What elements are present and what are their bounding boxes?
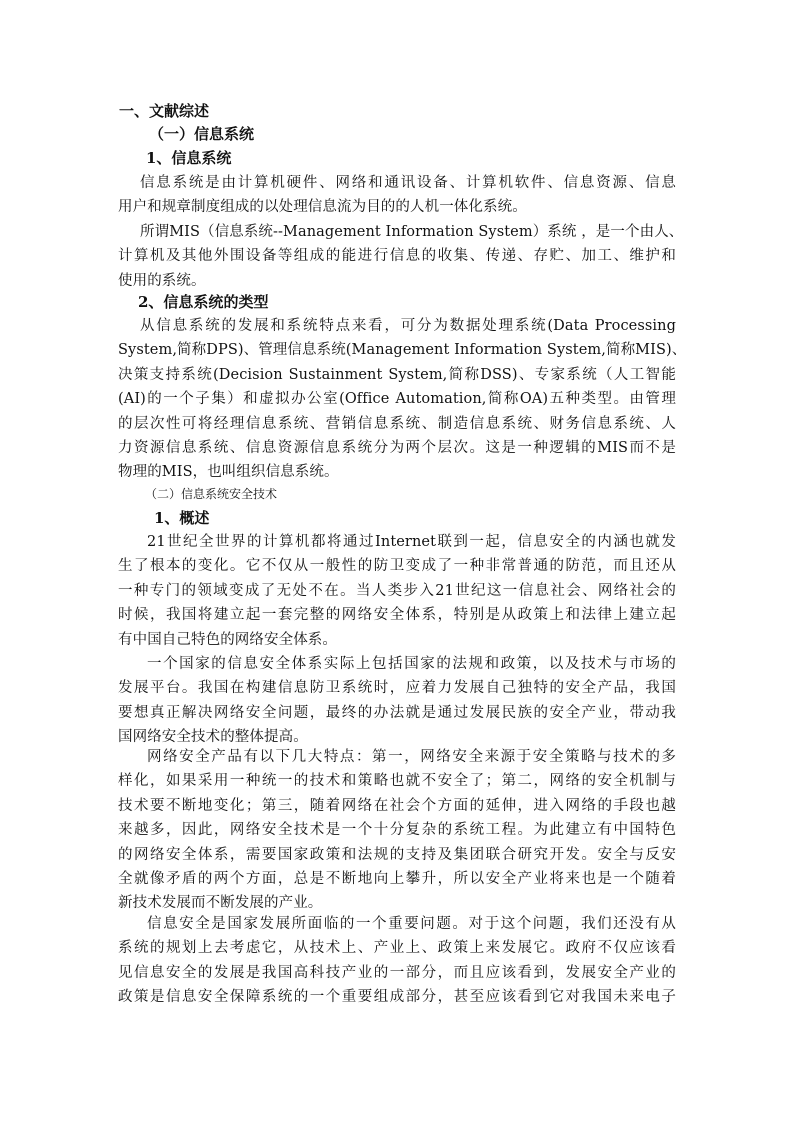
text-line: 生了根本的变化。它不仅从一般性的防卫变成了一种非常普通的防范，而且还从 bbox=[118, 558, 676, 575]
text-line: (AI)的一个子集）和虚拟办公室(Office Automation,简称OA)五种类型。由管理 bbox=[118, 391, 676, 408]
text-line: 全就像矛盾的两个方面，总是不断地向上攀升，所以安全产业将来也是一个随着 bbox=[118, 870, 676, 887]
text-line: 力资源信息系统、信息资源信息系统分为两个层次。这是一种逻辑的MIS而不是 bbox=[118, 439, 676, 456]
text-line: 计算机及其他外围设备等组成的能进行信息的收集、传递、存贮、加工、维护和 bbox=[118, 248, 676, 265]
text-line: 物理的MIS，也叫组织信息系统。 bbox=[118, 464, 339, 481]
text-line: 样化，如果采用一种统一的技术和策略也就不安全了；第二，网络的安全机制与 bbox=[118, 773, 676, 790]
paragraph-mis-definition bbox=[118, 220, 684, 293]
paragraph-info-system-types bbox=[118, 314, 687, 485]
text-line: 来越多，因此，网络安全技术是一个十分复杂的系统工程。为此建立有中国特色 bbox=[118, 822, 676, 839]
text-line: 时候，我国将建立起一套完整的网络安全体系，特别是从政策上和法律上建立起 bbox=[118, 607, 676, 624]
text-line: 有中国自己特色的网络安全体系。 bbox=[118, 631, 337, 648]
paragraph-info-system-definition bbox=[118, 171, 676, 220]
text-line: 政策是信息安全保障系统的一个重要组成部分，甚至应该看到它对我国未来电子 bbox=[118, 989, 676, 1006]
heading-literature-review: 一、文献综述 bbox=[119, 102, 210, 120]
section-heading-security-tech: （二）信息系统安全技术 bbox=[145, 487, 278, 501]
text-line: 一个国家的信息安全体系实际上包括国家的法规和政策，以及技术与市场的 bbox=[147, 656, 676, 672]
text-line: 的网络安全体系，需要国家政策和法规的支持及集团联合研究开发。安全与反安 bbox=[118, 846, 676, 863]
text-line: System,简称DPS)、管理信息系统(Management Information System,简称MIS)、 bbox=[118, 342, 687, 359]
text-line: 决策支持系统(Decision Sustainment System,简称DSS)、专家系统（人工智能 bbox=[118, 366, 676, 383]
text-line: 使用的系统。 bbox=[118, 272, 206, 289]
paragraph-national-security-system bbox=[118, 652, 676, 750]
text-line: 用户和规章制度组成的以处理信息流为目的的人机一体化系统。 bbox=[118, 199, 527, 216]
text-line: 一种专门的领域变成了无处不在。当人类步入21世纪这一信息社会、网络社会的 bbox=[118, 582, 676, 599]
paragraph-security-product-features bbox=[118, 745, 676, 916]
text-line: 国网络安全技术的整体提高。 bbox=[118, 729, 308, 746]
text-line: 信息系统是由计算机硬件、网络和通讯设备、计算机软件、信息资源、信息 bbox=[140, 175, 676, 191]
section-heading-info-systems: （一）信息系统 bbox=[149, 125, 255, 143]
text-line: 新技术发展而不断发展的产业。 bbox=[118, 895, 323, 912]
text-line: 网络安全产品有以下几大特点：第一，网络安全来源于安全策略与技术的多 bbox=[147, 749, 676, 765]
text-line: 信息安全是国家发展所面临的一个重要问题。对于这个问题，我们还没有从 bbox=[147, 916, 676, 932]
paragraph-21st-century bbox=[118, 530, 676, 652]
text-line: 发展平台。我国在构建信息防卫系统时，应着力发展自己独特的安全产品，我国 bbox=[118, 680, 676, 697]
subheading-info-system-types: 2、信息系统的类型 bbox=[138, 293, 269, 311]
text-line: 21世纪全世界的计算机都将通过Internet联到一起，信息安全的内涵也就发 bbox=[147, 534, 676, 550]
text-line: 的层次性可将经理信息系统、营销信息系统、制造信息系统、财务信息系统、人 bbox=[118, 415, 676, 432]
text-line: 技术要不断地变化；第三，随着网络在社会个方面的延伸，进入网络的手段也越 bbox=[118, 797, 676, 814]
text-line: 系统的规划上去考虑它，从技术上、产业上、政策上来发展它。政府不仅应该看 bbox=[118, 940, 676, 957]
text-line: 所谓MIS（信息系统--Management Information System）系统 ，是一个由人、 bbox=[140, 224, 684, 240]
text-line: 要想真正解决网络安全问题，最终的办法就是通过发展民族的安全产业，带动我 bbox=[118, 704, 676, 721]
text-line: 见信息安全的发展是我国高科技产业的一部分，而且应该看到，发展安全产业的 bbox=[118, 964, 676, 981]
subheading-info-system: 1、信息系统 bbox=[146, 149, 232, 167]
paragraph-national-development bbox=[118, 912, 676, 1010]
subheading-overview: 1、概述 bbox=[154, 509, 210, 527]
text-line: 从信息系统的发展和系统特点来看，可分为数据处理系统(Data Processing bbox=[140, 318, 676, 334]
